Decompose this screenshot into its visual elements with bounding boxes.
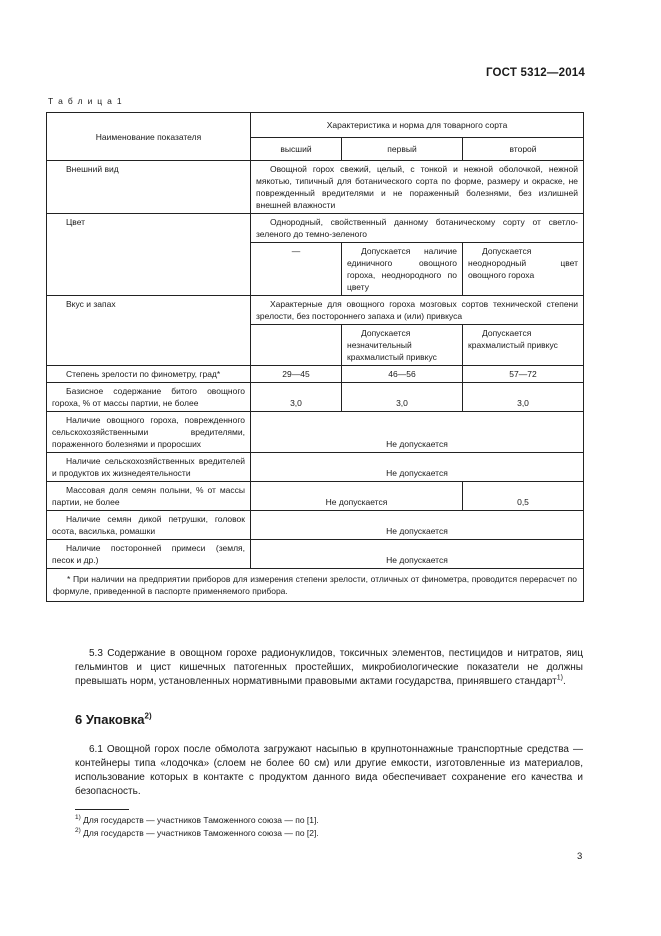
row-name-pests-damaged: Наличие овощного гороха, поврежденного сельскохозяйственными вредителями, пораженного болезнями и проросших	[47, 412, 251, 453]
table-note-row	[47, 569, 584, 602]
footnote-2	[75, 828, 319, 838]
taste-first: Допускается незначительный крахмалистый привкус	[342, 325, 463, 366]
color-top: —	[251, 243, 342, 296]
pests-value: Не допускается	[251, 453, 584, 482]
pests-damaged-value: Не допускается	[251, 412, 584, 453]
grade-second-header: второй	[463, 138, 584, 161]
appearance-value: Овощной горох свежий, целый, с тонкой и нежной оболочкой, нежной мякотью, типичный для ботанического сорта по форме, размеру и окраске, не поврежденный вредителями и не пораженный болезнями, без излишней внешней влажности	[251, 161, 584, 214]
grade-first-header: первый	[342, 138, 463, 161]
table-row	[47, 296, 584, 325]
foreign-value: Не допускается	[251, 540, 584, 569]
table-header-row	[47, 113, 584, 138]
footnote-ref-1: 1)	[556, 674, 563, 682]
paragraph-5-3-text: 5.3 Содержание в овощном горохе радионуклидов, токсичных элементов, пестицидов и нитратов, яиц гельминтов и цист кишечных патогенных простейших, микробиологические показатели не должны превышать норм, установленных нормативными правовыми актами государства, принявшего стандарт	[75, 648, 583, 687]
row-name-wormwood: Массовая доля семян полыни, % от массы партии, не более	[47, 482, 251, 511]
taste-value: Характерные для овощного гороха мозговых сортов технической степени зрелости, без постороннего запаха и (или) привкуса	[251, 296, 584, 325]
table-note: * При наличии на предприятии приборов для измерения степени зрелости, отличных от финометра, проводится перерасчет по формуле, приведенной в паспорте применяемого прибора.	[47, 569, 584, 602]
table-row	[47, 482, 584, 511]
paragraph-6-1: 6.1 Овощной горох после обмолота загружают насыпью в крупнотоннажные транспортные средства — контейнеры типа «лодочка» (слоем не более 60 см) или другие емкости, изготовленные из материалов, использование которых в контакте с продуктом данного вида обеспечивает сохранение его качества и безопасность.	[75, 744, 583, 797]
page-number: 3	[577, 851, 583, 862]
ripeness-second: 57—72	[463, 366, 584, 383]
row-name-wild: Наличие семян дикой петрушки, головок осота, василька, ромашки	[47, 511, 251, 540]
table-row	[47, 540, 584, 569]
wormwood-second: 0,5	[463, 482, 584, 511]
color-value: Однородный, свойственный данному ботаническому сорту от светло-зеленого до темно-зеленого	[251, 214, 584, 243]
section-6-title-text: 6 Упаковка	[75, 712, 145, 727]
paragraph-5-3-end: .	[562, 676, 566, 687]
wild-value: Не допускается	[251, 511, 584, 540]
color-first: Допускается наличие единичного овощного гороха, неоднородного по цвету	[342, 243, 463, 296]
table-row	[47, 511, 584, 540]
table-row	[47, 453, 584, 482]
footnote-2-mark: 2)	[75, 827, 81, 835]
damaged-top: 3,0	[251, 383, 342, 412]
table-row	[47, 412, 584, 453]
footnote-1	[75, 815, 319, 825]
row-name-color: Цвет	[47, 214, 251, 296]
damaged-first: 3,0	[342, 383, 463, 412]
taste-second: Допускается крахмалистый привкус	[463, 325, 584, 366]
color-second: Допускается неоднородный цвет овощного гороха	[463, 243, 584, 296]
quality-table	[46, 112, 584, 602]
standard-header: ГОСТ 5312—2014	[485, 67, 585, 79]
row-name-pests: Наличие сельскохозяйственных вредителей и продуктов их жизнедеятельности	[47, 453, 251, 482]
table-row	[47, 214, 584, 243]
section-6-title	[75, 712, 152, 727]
footnote-divider	[75, 809, 129, 810]
col-group-header: Характеристика и норма для товарного сорта	[251, 113, 584, 138]
footnote-1-text: Для государств — участников Таможенного союза — по [1].	[80, 815, 319, 825]
damaged-second: 3,0	[463, 383, 584, 412]
table-caption: Т а б л и ц а 1	[48, 96, 123, 106]
row-name-ripeness: Степень зрелости по финометру, град*	[47, 366, 251, 383]
wormwood-value: Не допускается	[251, 482, 463, 511]
row-name-foreign: Наличие посторонней примеси (земля, песок и др.)	[47, 540, 251, 569]
table-row	[47, 366, 584, 383]
footnote-ref-2: 2)	[144, 711, 152, 721]
footnote-2-text: Для государств — участников Таможенного союза — по [2].	[80, 828, 319, 838]
taste-top	[251, 325, 342, 366]
ripeness-top: 29—45	[251, 366, 342, 383]
ripeness-first: 46—56	[342, 366, 463, 383]
footnote-1-mark: 1)	[75, 814, 81, 822]
row-name-damaged: Базисное содержание битого овощного гороха, % от массы партии, не более	[47, 383, 251, 412]
row-name-taste: Вкус и запах	[47, 296, 251, 366]
paragraph-5-3	[75, 647, 583, 689]
table-row	[47, 383, 584, 412]
table-row	[47, 161, 584, 214]
row-name-appearance: Внешний вид	[47, 161, 251, 214]
col-indicator-header: Наименование показателя	[47, 113, 251, 161]
grade-top-header: высший	[251, 138, 342, 161]
